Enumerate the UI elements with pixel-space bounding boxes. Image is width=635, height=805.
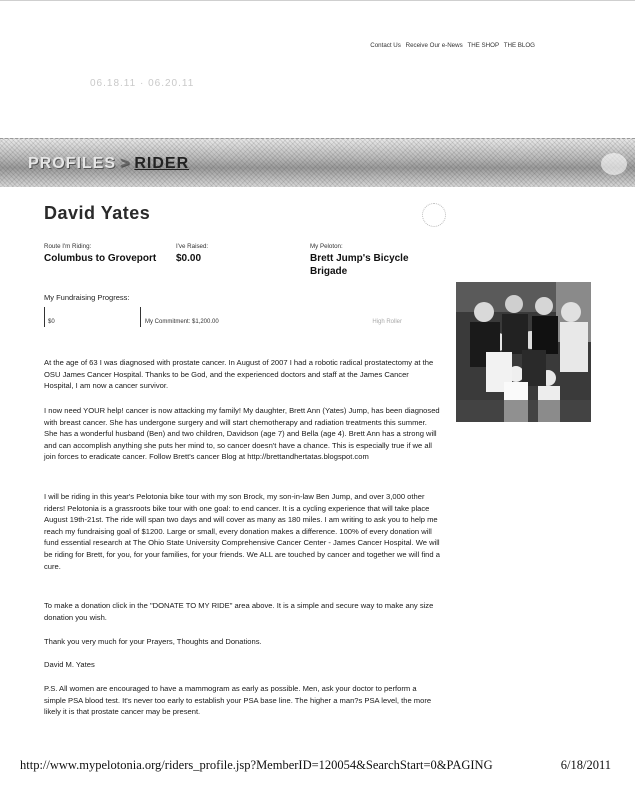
group-photo-image	[456, 282, 591, 422]
footer-date: 6/18/2011	[560, 758, 611, 772]
nav-shop[interactable]: THE SHOP	[467, 42, 499, 49]
progress-high-roller: High Roller	[372, 319, 402, 325]
banner-decoration-icon	[601, 153, 627, 175]
top-nav	[367, 42, 535, 49]
route-value: Columbus to Groveport	[44, 253, 157, 264]
paragraph-3: I will be riding in this year's Pelotonia bike tour with my son Brock, my son-in-law Ben Jump, and over 3,000 other riders! Pelotonia is a grassroots bike tour with one goal: to end cancer. It is a cycling experience that will take place August 19th-21st. The ride will span two days and will cover as many as 180 miles. I am writing to ask you to help me reach my fundraising goal of $1200. Large or small, every donation makes a difference. 100% of every donation will fund essential research at The Ohio State University Comprehensive Cancer Center - James Cancer Hospital. We will be riding for Brett, for you, for your families, for your friends. We ALL are touched by cancer and together we will find a cure.	[44, 492, 440, 571]
paragraph-1: At the age of 63 I was diagnosed with prostate cancer. In August of 2007 I had a robotic radical prostatectomy at the OSU James Cancer Hospital. Thanks to be God, and the experienced doctors and staff at the James Cancer Hospital, I am now a cancer survivor.	[44, 358, 434, 391]
nav-contact-us[interactable]: Contact Us	[370, 42, 401, 49]
route-label: Route I'm Riding:	[44, 243, 92, 250]
nav-blog[interactable]: THE BLOG	[503, 42, 535, 49]
faint-logo-icon	[422, 203, 446, 227]
banner-profiles[interactable]: PROFILES	[28, 155, 117, 172]
paragraph-ps: P.S. All women are encouraged to have a mammogram as early as possible. Men, ask your doctor to perform a simple PSA blood test. It's never too early to establish your PSA base line. The higher a man?s PSA level, the more likely it is that prostate cancer may be present.	[44, 684, 432, 717]
faint-date: 06.18.11 · 06.20.11	[90, 78, 195, 89]
raised-value: $0.00	[176, 253, 202, 264]
progress-tick-start	[44, 307, 45, 327]
paragraph-5: Thank you very much for your Prayers, Thoughts and Donations.	[44, 637, 262, 646]
banner-rider[interactable]: RIDER	[134, 155, 190, 172]
progress-commitment: My Commitment: $1,200.00	[145, 319, 219, 325]
rider-group-photo	[456, 282, 591, 422]
raised-label: I've Raised:	[176, 243, 209, 250]
profiles-banner	[0, 138, 635, 187]
progress-tick-commitment	[140, 307, 141, 327]
peloton-value[interactable]: Brett Jump's Bicycle Brigade	[310, 253, 409, 277]
banner-separator: >	[120, 155, 131, 172]
progress-start: $0	[48, 319, 55, 325]
footer-url: http://www.mypelotonia.org/riders_profile.jsp?MemberID=120054&SearchStart=0&PAGING	[20, 758, 493, 772]
paragraph-4: To make a donation click in the "DONATE TO MY RIDE" area above. It is a simple and secure way to make any size donation you wish.	[44, 601, 434, 622]
rider-name: David Yates	[44, 203, 151, 223]
signature-name: David M. Yates	[44, 660, 95, 669]
peloton-label: My Peloton:	[310, 243, 343, 250]
top-border	[0, 0, 635, 7]
paragraph-2: I now need YOUR help! cancer is now attacking my family! My daughter, Brett Ann (Yates) Jump, has been diagnosed with breast cancer. She has undergone surgery and will start chemotherapy and radiation treatments this summer. She has a wonderful husband (Ben) and two children, Davidson (age 7) and Bella (age 4). Brett Ann has a strong will and can accomplish anything she puts her mind to, so cancer doesn't have a chance. This is especially true if we all join forces to eradicate cancer. Follow Brett's cancer Blog at http://brettandhertatas.blogspot.com	[44, 406, 440, 462]
fundraising-progress-bar	[44, 305, 402, 327]
nav-enews[interactable]: Receive Our e-News	[405, 42, 463, 49]
banner-title	[28, 155, 189, 173]
fundraising-progress-label: My Fundraising Progress:	[44, 293, 130, 302]
